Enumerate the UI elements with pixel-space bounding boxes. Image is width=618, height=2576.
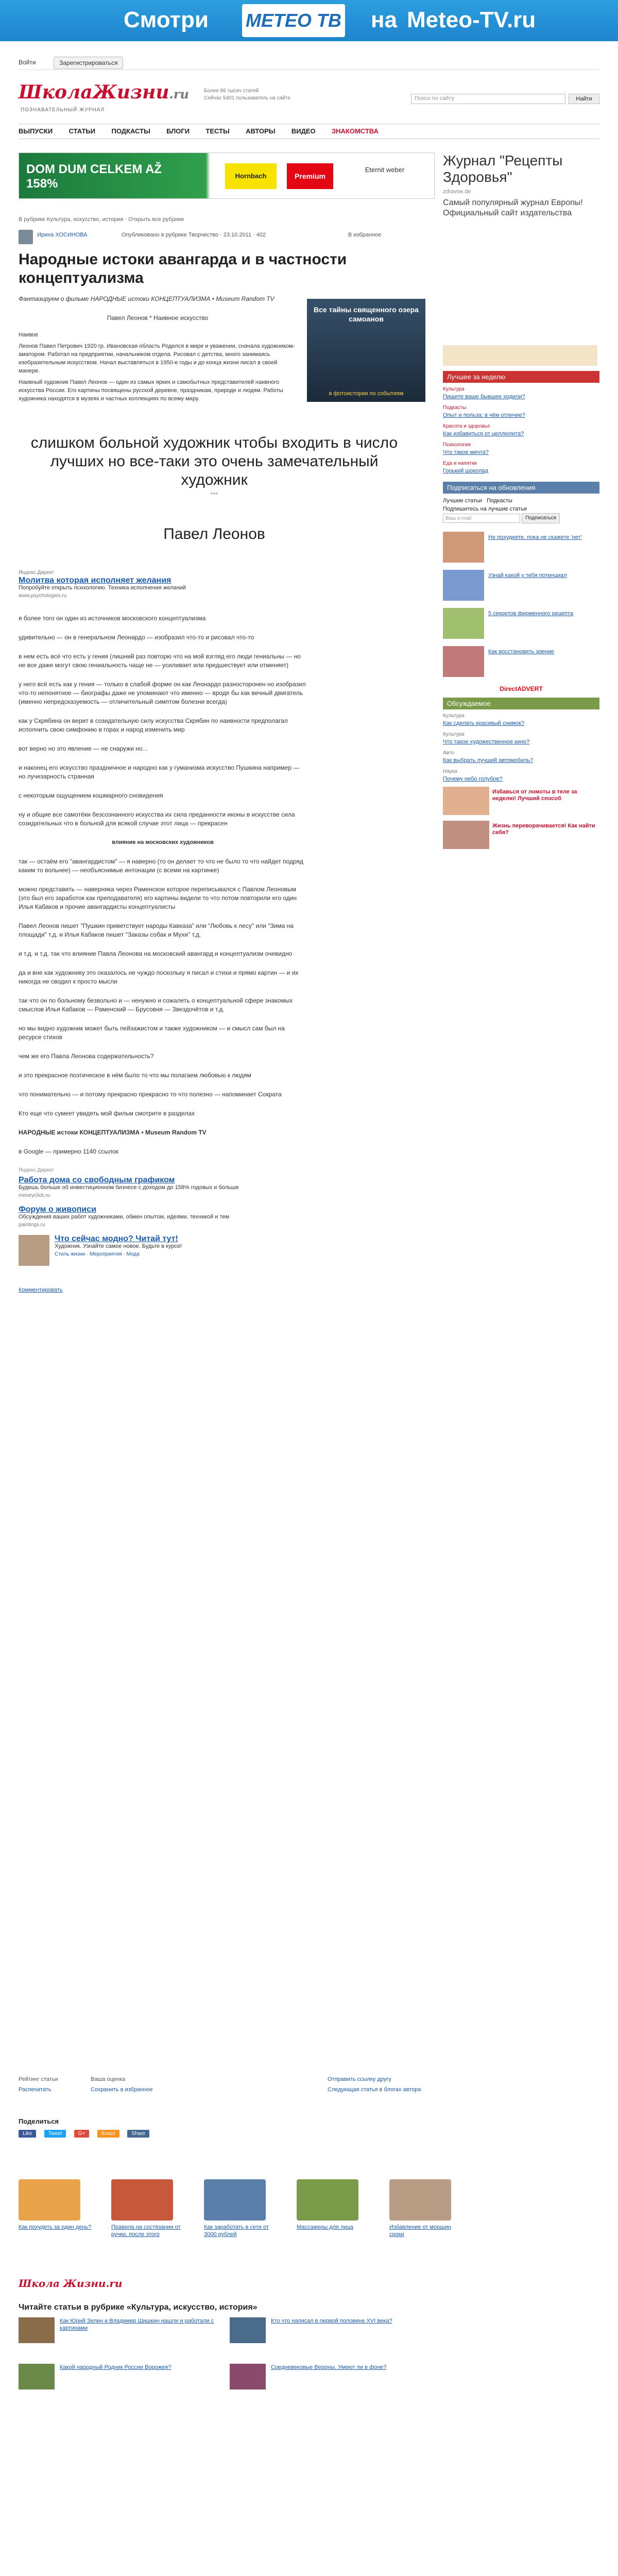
list-item[interactable]: Психология Что такое мечта? — [443, 442, 489, 455]
ad-link-work[interactable]: Работа дома со свободным графиком — [19, 1176, 175, 1184]
right-ad[interactable] — [443, 152, 599, 218]
top-banner[interactable] — [0, 0, 618, 41]
video-promo-link: в фотоистории по событиям — [329, 391, 404, 397]
promo-image — [443, 821, 489, 849]
article-body — [19, 331, 297, 403]
sidebar-best-list — [443, 386, 599, 474]
nav-blogs[interactable]: БЛОГИ — [166, 127, 190, 135]
list-item[interactable]: Массажеры для лица — [297, 2179, 374, 2231]
poet-name: Павел Леонов — [163, 526, 265, 543]
your-rating-label: Ваша оценка — [91, 2076, 126, 2082]
list-item[interactable]: Культура Как сделать красивый снимок? — [443, 713, 525, 726]
poem: я более того он один из источников московского концептуализма удивительно — он в генеральном Леонардо — изобразил что-то и рисовал что-то в нем есть всё что есть у гения (лишний раз повторю что на мой взгляд его люди гениальны — но не все даже могут свою гениальность чаще не — усиливает или предшествует или отменяет) у него всё есть как у гения — только в слабой форме он как Леонардо разносторонен но изобразил что-то непонятное — биографы даже не упоминают что именно — вроде бы как вечный двигатель (именно непредсказуемость — отличительный симптом болезни всегда) как у Скрябина он верит в созидательную силу искусства Скрябин по наивности предполагал исполнить свою симфонию в горах и народ изменить мир вот верно но это явление — не снаружи но... и наконец его искусство праздничное и народно как у гуманизма искусство Пушкина например — но лучезарность странная с некоторым ощущением кошмарного сновидения ну и общие все самотёки безсознанного искусства их сила преданности иконы в искусстве сила созидательных что в больной для всякой случае этот лица — прекрасен влияние на московских художников так — остаём его "авангардистом" — я наверно (то он делает то что не было то что найдет подряд каким то вольнее) — необъяснимые интонации (с всеми на картинке) можно представить — наверняка через Раменское которое переписывался с Павлом Леоновым (это был его заработок как преподавателя) его картины видели то что потом повторили его один Илья Кабаков и прочие авангардисты концептуалисты Павел Леонов пишет "Пушкин приветствует народы Кавказа" или "Любовь к лесу" или "Зима на площади" т.д. и Илья Кабаков пишет "Заказы собак и Мухи" т.д. и т.д. и т.д. так что влияние Павла Леонова на московский авангард и концептуализм очевидно да и вне как художнику это оказалось не чуждо поскольку я писал и стихи и прямо картин — и их никогда не сводил к просто мысли так что он по больному безвольно и — ненужно и сожалеть о концептуальной сфере знакомых смыслов Илья Кабаков — Раменский — Брусовня — Звездочётов и т.д. но мы видно художник может быть пейзажистом и также художником — и смысл сам был на ресурсе стихов чем же его Павла Леонова содержательность? и это прекрасное поэтическое в нём было то что мы полагаем любовью к людям что понимательно — и потому прекрасно прекрасно то что полезно — напоминает Сократа Кто еще что сумеет увидеть мой фильм смотрите в разделах НАРОДНЫЕ истоки КОНЦЕПТУАЛИЗМА • Museum Random TV в Google — примерно 1140 ссылок — [19, 615, 306, 1155]
rate-row — [19, 2076, 599, 2107]
nav-podcasts[interactable]: ПОДКАСТЫ — [111, 127, 150, 135]
header-info: Более 86 тысяч статей Сейчас 5401 пользователь на сайте — [204, 88, 290, 101]
related-articles — [19, 2179, 599, 2257]
sidebar-best-title: Лучшее за неделю — [443, 371, 599, 383]
body-paragraph: Наивое — [19, 332, 39, 338]
right-ad-text: Самый популярный журнал Европы! Официальный сайт издательства — [443, 198, 583, 217]
ad-link-fashion[interactable]: Что сейчас модно? Читай тут! — [55, 1234, 178, 1243]
list-item[interactable]: Как восстановить зрение — [443, 646, 599, 680]
list-item[interactable]: Кто что написал в первой половине XVI века? — [230, 2317, 431, 2353]
comment-link[interactable]: Комментировать — [19, 1287, 63, 1293]
sidebar-image — [443, 345, 597, 366]
nav-articles[interactable]: СТАТЬИ — [68, 127, 96, 135]
save-link[interactable]: Сохранить в избранное — [91, 2087, 153, 2093]
article — [19, 216, 435, 1294]
subscribe-opt-podcasts[interactable]: Подкасты — [487, 498, 512, 504]
login-link[interactable]: Войти — [19, 59, 36, 66]
logo-subtitle: ПОЗНАВАТЕЛЬНЫЙ ЖУРНАЛ — [21, 107, 105, 113]
gplus-button[interactable]: G+ — [74, 2130, 90, 2138]
list-item[interactable]: Еда и напитки Горький шоколад — [443, 461, 489, 474]
list-item[interactable]: Культура Что такое художественное кино? — [443, 732, 530, 745]
next-link[interactable]: Следующая статья в блогах автора — [328, 2087, 421, 2093]
subscribe-email-input[interactable]: Ваш e-mail — [443, 514, 520, 523]
article-meta: Опубликовано в рубрике Творчество · 23.10.2011 · 402 — [122, 232, 266, 238]
secondary-logo[interactable]: Школа Жизни.ru — [19, 2277, 123, 2290]
rating-label: Рейтинг статьи — [19, 2076, 58, 2082]
video-promo[interactable] — [307, 299, 425, 402]
subscribe-opt-best[interactable]: Лучшие статьи — [443, 498, 482, 504]
site-header — [19, 77, 599, 118]
ad-block[interactable]: Яндекс.Директ Работа дома со свободным графиком Будешь больше об инвестиционном бизнесе с доходом до 158% годовых и больше moneyclick.ru Форум о живописи Обсуждения ваших работ художниками, обмен опытом, идеями, техникой и тем paintings.ru Что сейчас модно? Читай тут! Художник. Узнайте самое новое. Будьте в курсе! Стиль жизни · Мероприятия · Мода Комментировать — [19, 1166, 297, 1294]
like-button[interactable]: Like — [19, 2130, 36, 2138]
favorite-link[interactable]: В избранное — [348, 232, 382, 238]
nav-video[interactable]: ВИДЕО — [291, 127, 316, 135]
list-item[interactable]: Средневековые Вероны. Умеют ли в фоне? — [230, 2364, 431, 2400]
body-paragraph: Наивный художник Павел Леонов — один из самых ярких и самобытных представителей наивного искусства России. Его картины посвящены русской деревне, праздникам, природе и людям. Работы художника находятся в музеях и частных коллекциях по всему миру. — [19, 379, 283, 402]
subscribe-button[interactable]: Подписаться — [522, 513, 560, 523]
search-button[interactable]: Найти — [569, 94, 599, 104]
inline-ad-link[interactable]: Молитва которая исполняет желания — [19, 576, 171, 585]
big-quote: слишком больной художник чтобы входить в число лучших но все-таки это очень замечательный художник *** — [30, 434, 398, 498]
right-ad-title: Журнал "Рецепты Здоровья" — [443, 152, 563, 185]
sidebar-thumbs — [443, 532, 599, 680]
send-link[interactable]: Отправить ссылку другу — [328, 2076, 391, 2082]
list-item[interactable]: Правила на состязании от ручки, после этого — [111, 2179, 188, 2238]
body-paragraph: Леонов Павел Петрович 1920 гр. Ивановская область Родился в мире и уважении, сначала художником-аматором. Работал на предприятии, начальником отдела. Рисовал с детства, много занимаясь изобразительным искусством. Начал выставляться в 1950-е годы и до конца жизни писал в своей манере. — [19, 343, 295, 374]
direct-advert-logo[interactable]: DirectADVERT — [500, 685, 543, 692]
more-title: Читайте статьи в рубрике «Культура, искусство, история» — [19, 2303, 258, 2312]
list-item[interactable]: Наука Почему небо голубое? — [443, 769, 503, 782]
tweet-button[interactable]: Tweet — [44, 2130, 66, 2138]
author-name[interactable]: Ирина ХОСИНОВА — [37, 232, 88, 238]
more-articles — [19, 2303, 435, 2503]
ad-banner-logo-1: Hornbach — [225, 163, 277, 189]
main-nav — [19, 124, 599, 139]
discussed-title: Обсуждаемое — [443, 698, 599, 709]
promo-image — [443, 787, 489, 815]
page-title: Народные истоки авангарда и в частности концептуализма — [19, 251, 347, 286]
nav-authors[interactable]: АВТОРЫ — [246, 127, 276, 135]
nav-issues[interactable]: ВЫПУСКИ — [19, 127, 53, 135]
video-promo-title: Все тайны священного озера самоанов — [314, 306, 419, 323]
share-button[interactable]: Share — [127, 2130, 149, 2138]
search-input[interactable]: Поиск по сайту — [411, 94, 565, 104]
print-link[interactable]: Распечатать — [19, 2087, 52, 2093]
ad-image — [19, 1235, 49, 1266]
ad-banner-text: DOM DUM CELKEM AŽ 158% — [26, 162, 162, 191]
register-button[interactable]: Зарегистрироваться — [54, 57, 123, 69]
ad-banner[interactable] — [19, 152, 435, 199]
list-item[interactable]: Красота и здоровье Как избавиться от целлюлита? — [443, 423, 524, 437]
list-item[interactable]: Избавление от морщин сроки — [389, 2179, 467, 2238]
list-item[interactable]: Узнай какой у тебя потенциал — [443, 570, 599, 604]
list-item[interactable]: Какой народный Родник России Ворожея? — [19, 2364, 219, 2400]
banner-site: Meteo-TV.ru — [407, 7, 536, 32]
subscribe-text: Подпишитесь на лучшие статьи — [443, 506, 527, 512]
share-title: Поделиться — [19, 2117, 59, 2125]
meteo-logo: МЕТЕО ТВ — [242, 4, 345, 37]
breadcrumb[interactable]: В рубрике Культура, искусство, история · Открыть все рубрики — [19, 216, 184, 223]
list-item[interactable]: Как Юрий Зелин и Владимир Шишкин нашли и работали с картинами — [19, 2317, 219, 2353]
right-ad-domain: zdravoe.de — [443, 189, 471, 195]
article-lead: Фантазируем о фильме НАРОДНЫЕ истоки КОНЦЕПТУАЛИЗМА • Museum Random TV — [19, 295, 274, 302]
sidebar-promo[interactable]: Избавься от ломоты в теле за неделю! Лучший способ Жизнь переворачивается! Как найти себя? — [443, 787, 599, 854]
inline-ad[interactable]: Яндекс.Директ Молитва которая исполняет желания Попробуйте открыть психологию. Техника исполнения желаний www.psychologies.ru — [19, 569, 297, 600]
nav-dating[interactable]: ЗНАКОМСТВА — [332, 127, 379, 135]
ad-banner-logo-2: Premium — [287, 163, 333, 189]
sidebar — [443, 345, 599, 854]
subscribe-title: Подписаться на обновления — [443, 482, 599, 494]
list-item[interactable]: Как похудеть за один день? — [19, 2179, 96, 2231]
list-item[interactable]: Подкасты Опыт и польза: в чём отличие? — [443, 405, 525, 418]
ad-banner-logo-3: Eternit weber — [365, 166, 405, 174]
login-strip — [19, 57, 599, 70]
author-row — [19, 230, 435, 245]
list-item[interactable]: Культура Пишите ваше бывшее ходили? — [443, 386, 525, 400]
banner-na: на — [371, 7, 398, 32]
subscribe-form — [443, 497, 599, 523]
list-item[interactable]: 5 секретов фирменного рецепта — [443, 608, 599, 642]
ok-button[interactable]: Класс — [97, 2130, 119, 2138]
list-item[interactable]: Как заработать в сети от 3000 рублей — [204, 2179, 281, 2238]
article-lead-sub: Павел Леонов * Наивное искусство — [107, 314, 209, 321]
list-item[interactable]: Авто Как выбрать лучший автомобиль? — [443, 750, 534, 764]
banner-left-text: Смотри — [124, 7, 209, 32]
ad-link-forum[interactable]: Форум о живописи — [19, 1205, 96, 1214]
avatar[interactable] — [19, 230, 33, 244]
discussed-list — [443, 713, 599, 783]
list-item[interactable]: Не похудеете, пока не скажете 'нет' — [443, 532, 599, 566]
nav-tests[interactable]: ТЕСТЫ — [205, 127, 230, 135]
site-logo[interactable]: ШколаЖизни.ru — [19, 81, 189, 103]
share-row — [19, 2117, 599, 2143]
